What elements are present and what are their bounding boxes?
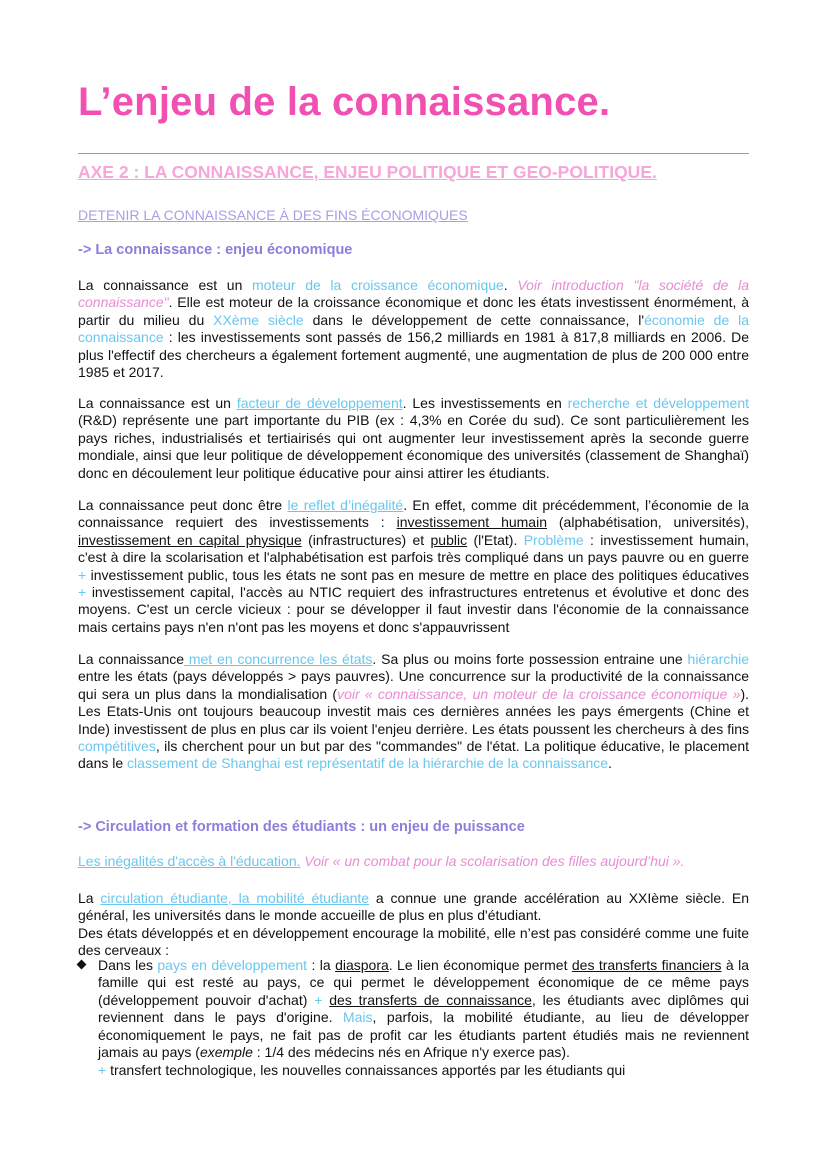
- section1-paragraph-3: [78, 497, 749, 636]
- highlight-term: classement de Shanghai est représentatif de la hiérarchie de la connaissance: [127, 755, 609, 772]
- section2-heading: -> Circulation et formation des étudiants : un enjeu de puissance: [78, 819, 525, 835]
- text: dans le développement de cette connaissance, l': [303, 311, 645, 328]
- text: ). Les Etats-Unis ont toujours beaucoup investit mais ces dernières années les pays émergents (Chine et Inde) investissent de plus en plus car ils voient l'enjeu derrière. Les états poussent les chercheurs à des fins: [78, 685, 749, 737]
- underlined-term: investissement en capital physique: [78, 531, 302, 548]
- plus-icon: +: [78, 584, 87, 601]
- highlight-term: hiérarchie: [687, 651, 750, 667]
- highlight-term: met en concurrence les états: [184, 651, 373, 667]
- text: Des états développés et en développement encourage la mobilité, elle n’est pas considéré comme une fuite des cerveaux :: [78, 924, 749, 959]
- underlined-term: investissement humain: [396, 514, 547, 531]
- reference-note: Voir introduction "la société de la connaissance": [78, 277, 749, 311]
- highlight-term: Problème: [523, 531, 584, 548]
- text: : les investissements sont passés de 156,2 milliards en 1981 à 817,8 milliards en 2006. De plus l'effectif des chercheurs a également fortement augmenté, une augmentation de plus de 200 000 entre 1985 et 2017.: [78, 329, 749, 381]
- text: (R&D) représente une part importante du PIB (ex : 4,3% en Corée du sud). Ce sont particulièrement les pays riches, industrialisés et tertiairisés qui ont augmenter leur investissement après la seconde guerre mondiale, ainsi que leur politique de développement économique des universités (classement de Shanghaï) donc en découlement leur politique éducative pour ainsi attirer les étudiants.: [78, 412, 749, 481]
- text: .: [608, 755, 612, 772]
- italic-term: exemple: [199, 1044, 253, 1061]
- plus-icon: +: [78, 566, 87, 583]
- highlight-term: le reflet d’inégalité: [287, 497, 404, 513]
- plus-line: [98, 1062, 749, 1079]
- highlight-term: moteur de la croissance économique: [252, 277, 504, 293]
- highlight-term: pays en développement: [157, 957, 308, 973]
- text: . Elle est moteur de la croissance économique et donc les états investissent énormément, à partir du milieu du: [78, 294, 749, 328]
- section2-paragraph-1: [78, 890, 749, 960]
- highlight-term: circulation étudiante, la mobilité étudiante: [100, 890, 370, 906]
- reference-line: [78, 853, 684, 869]
- text: a connue une grande accélération au XXIème siècle. En général, les universités dans le monde accueille de plus en plus d'étudiant.: [78, 890, 750, 924]
- plus-icon: +: [314, 991, 323, 1008]
- underlined-term: diaspora: [335, 957, 389, 973]
- underlined-term: des transferts de connaissance: [329, 991, 532, 1008]
- highlight-term: facteur de développement: [236, 395, 403, 411]
- bullet-item: [78, 957, 749, 1061]
- highlight-term: Mais: [342, 1009, 373, 1026]
- bullet-text: [98, 957, 749, 1061]
- text: . Les investissements en: [402, 395, 568, 411]
- underlined-term: des transferts financiers: [571, 957, 722, 973]
- underlined-term: public: [430, 531, 468, 548]
- reference-note: voir « connaissance, un moteur de la croissance économique »: [337, 685, 741, 702]
- text: , les étudiants avec diplômes qui reviennent dans le pays d'origine.: [98, 991, 749, 1026]
- text: . Le lien économique permet: [388, 957, 572, 973]
- text: entre les états (pays développés > pays pauvres). Une concurrence sur la productivité de la connaissance qui sera un plus dans la mondialisation (: [78, 668, 749, 702]
- text: . En effet, comme dit précédemment, l’économie de la connaissance requiert des investissements :: [78, 497, 749, 531]
- text: La connaissance est un: [78, 395, 237, 411]
- detenir-subheading: DETENIR LA CONNAISSANCE À DES FINS ÉCONOMIQUES: [78, 207, 468, 223]
- reference-note: Voir « un combat pour la scolarisation des filles aujourd’hui ».: [300, 853, 685, 869]
- text: , ils cherchent pour un but par des "commandes" de l'état. La politique éducative, le placement dans le: [78, 738, 749, 772]
- text: (l'Etat).: [467, 531, 524, 548]
- text: investissement capital, l'accès au NTIC requiert des infrastructures entretenus et évolutive et donc des moyens. C'est un cercle vicieux : pour se développer il faut investir dans l'économie de la connaissance mais certains pays n'en n'ont pas les moyens et donc s'appauvrissent: [78, 584, 749, 635]
- text: (alphabétisation, universités),: [547, 514, 749, 531]
- text: .: [503, 277, 518, 293]
- text: investissement public, tous les états ne sont pas en mesure de mettre en place des politiques éducatives: [86, 566, 749, 583]
- highlight-term: XXème siècle: [213, 311, 304, 328]
- diamond-bullet-icon: [77, 960, 87, 970]
- text: , parfois, la mobilité étudiante, au lieu de développer économiquement le pays, ne fait pas de profit car les étudiants partent étudiés mais ne reviennent jamais au pays (: [98, 1009, 750, 1061]
- axe-heading: AXE 2 : LA CONNAISSANCE, ENJEU POLITIQUE ET GEO-POLITIQUE.: [78, 162, 657, 182]
- text: transfert technologique, les nouvelles connaissances apportés par les étudiants qui: [106, 1062, 626, 1078]
- text: La: [78, 890, 101, 906]
- text: : la: [307, 957, 336, 973]
- highlight-term: recherche et développement: [567, 395, 750, 411]
- text: La connaissance peut donc être: [78, 497, 288, 513]
- text: . Sa plus ou moins forte possession entraine une: [372, 651, 688, 667]
- text: : 1/4 des médecins nés en Afrique n'y exerce pas).: [252, 1044, 570, 1061]
- section1-heading: -> La connaissance : enjeu économique: [78, 242, 353, 258]
- highlight-term: économie de la connaissance: [78, 311, 750, 346]
- text: La connaissance est un: [78, 277, 252, 293]
- text: à la famille qui est resté au pays, ce qui permet le développement économique de ce même pays (développement pouvoir d'achat): [98, 957, 749, 1008]
- text: : investissement humain, c'est à dire la scolarisation et l'alphabétisation est parfois très compliqué dans un pays pauvre ou en guerre: [78, 531, 749, 566]
- page-title: L’enjeu de la connaissance.: [78, 80, 611, 124]
- inequality-link[interactable]: Les inégalités d'accès à l'éducation.: [78, 853, 301, 869]
- section1-paragraph-1: [78, 277, 749, 381]
- section1-paragraph-2: [78, 395, 749, 482]
- text: Dans les: [98, 957, 158, 973]
- title-divider: [78, 153, 749, 154]
- highlight-term: compétitives: [78, 738, 156, 755]
- text: La connaissance: [78, 651, 185, 667]
- text: (infrastructures) et: [301, 531, 431, 548]
- section1-paragraph-4: [78, 651, 749, 773]
- plus-icon: +: [98, 1062, 107, 1078]
